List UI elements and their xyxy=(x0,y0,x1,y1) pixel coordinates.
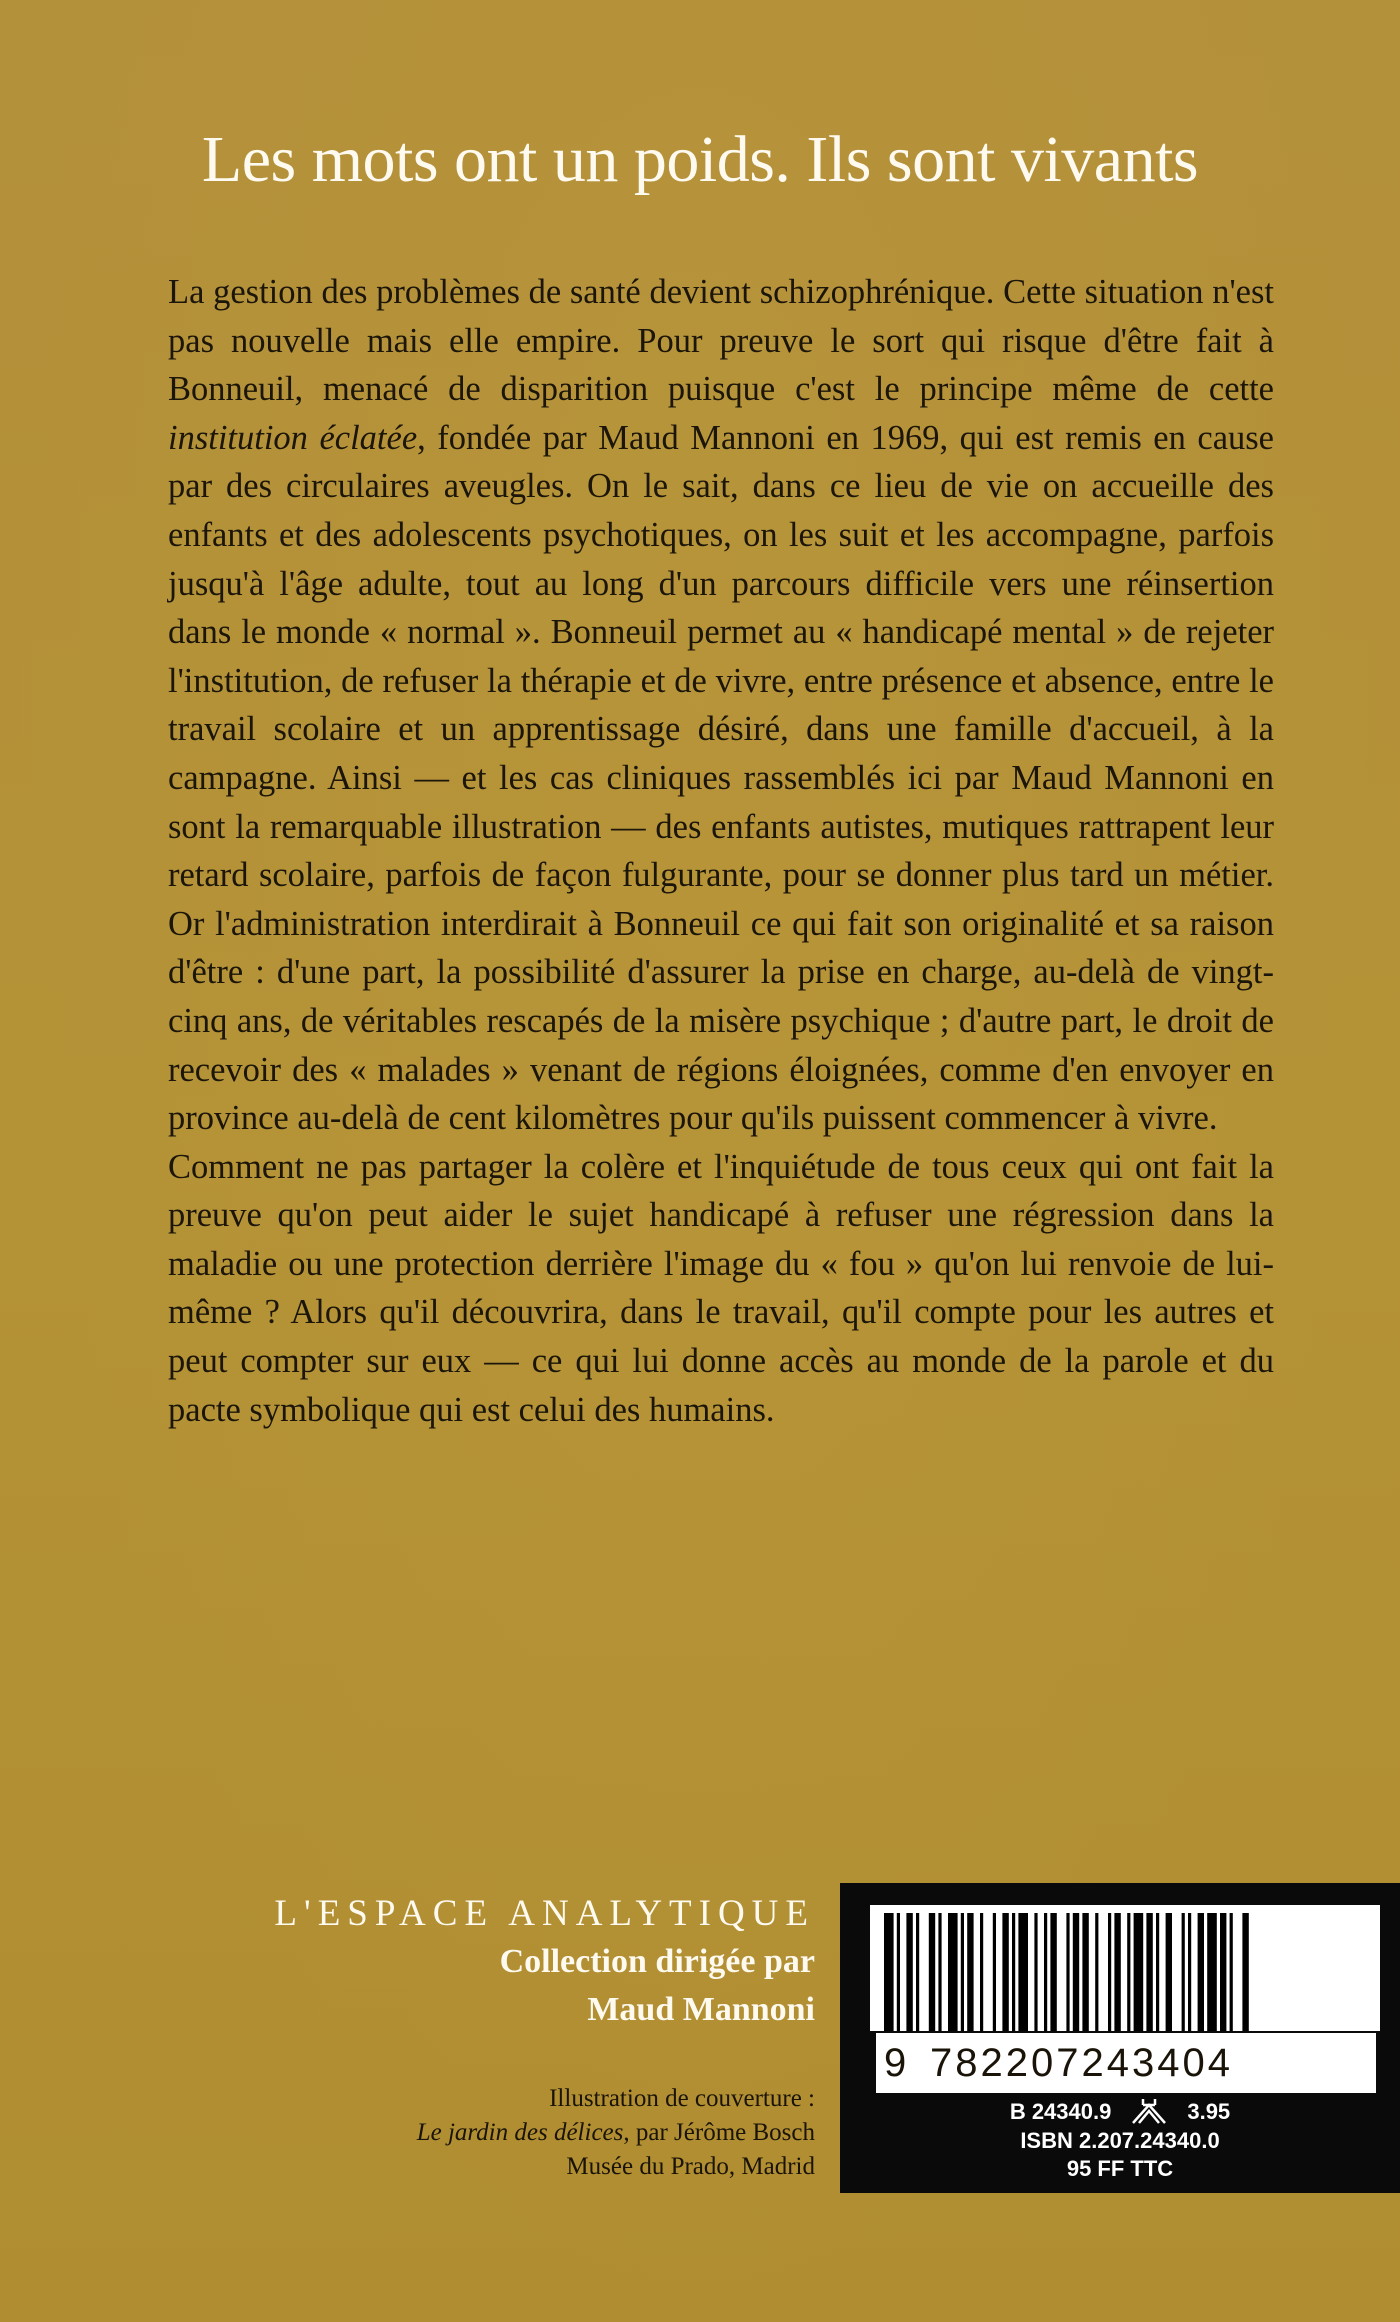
publisher-logo-icon xyxy=(1129,2097,1169,2127)
blurb xyxy=(168,268,1274,1434)
barcode xyxy=(870,1905,1380,2031)
blurb-paragraph-1 xyxy=(168,268,1274,1143)
isbn: ISBN 2.207.24340.0 xyxy=(1020,2128,1220,2153)
series-name: L'ESPACE ANALYTIQUE xyxy=(274,1893,815,1934)
collection-director-label: Collection dirigée par xyxy=(499,1943,815,1980)
credits-line-3: Musée du Prado, Madrid xyxy=(566,2153,815,2180)
barcode-info-row xyxy=(840,2097,1400,2127)
artwork-artist: , par Jérôme Bosch xyxy=(623,2119,815,2146)
cover-credits xyxy=(200,2082,815,2184)
credits-line-1: Illustration de couverture : xyxy=(549,2085,815,2112)
credits-line-2 xyxy=(200,2116,815,2150)
barcode-number: 782207243404 xyxy=(930,2041,1233,2085)
price: 95 FF TTC xyxy=(1066,2156,1174,2181)
product-code: B 24340.9 xyxy=(1009,2099,1112,2124)
barcode-digits xyxy=(876,2033,1376,2093)
price-code: 3.95 xyxy=(1187,2099,1231,2124)
blurb-p1-end: , fondée par Maud Mannoni en 1969, qui est remis en cause par des circulaires aveugles. On le sait, dans ce lieu de vie on accueille des enfants et des adolescents psychotiques, on les suit et les accompagne, parfois jusqu'à l'âge adulte, tout au long d'un parcours difficile vers une réinsertion dans le monde « normal ». Bonneuil permet au « handicapé mental » de rejeter l'institution, de refuser la thérapie et de vivre, entre présence et absence, entre le travail scolaire et un apprentissage désiré, dans une famille d'accueil, à la campagne. Ainsi — et les cas cliniques rassemblés ici par Maud Mannoni en sont la remarquable illustration — des enfants autistes, mutiques rattrapent leur retard scolaire, parfois de façon fulgurante, pour se donner plus tard un métier. Or l'administration interdirait à Bonneuil ce qui fait son originalité et sa raison d'être : d'une part, la possibilité d'assurer la prise en charge, au-delà de vingt-cinq ans, de véritables rescapés de la misère psychique ; d'autre part, le droit de recevoir des « malades » venant de régions éloignées, comme d'en envoyer en province au-delà de cent kilomètres pour qu'ils puissent commencer à vivre. xyxy=(168,418,1274,1138)
blurb-emphasis: institution éclatée xyxy=(168,418,418,457)
barcode-bars xyxy=(870,1905,1380,2031)
barcode-panel xyxy=(840,1883,1400,2193)
headline: Les mots ont un poids. Ils sont vivants xyxy=(201,123,1199,196)
collection-director-name: Maud Mannoni xyxy=(587,1991,815,2028)
barcode-lead-digit: 9 xyxy=(884,2041,910,2085)
artwork-title: Le jardin des délices xyxy=(416,2119,624,2146)
blurb-p1-start: La gestion des problèmes de santé devient schizophrénique. Cette situation n'est pas nouvelle mais elle empire. Pour preuve le sort qui risque d'être fait à Bonneuil, menacé de disparition puisque c'est le principe même de cette xyxy=(168,273,1274,409)
blurb-paragraph-2: Comment ne pas partager la colère et l'inquiétude de tous ceux qui ont fait la preuve qu'on peut aider le sujet handicapé à refuser une régression dans la maladie ou une protection derrière l'image du « fou » qu'on lui renvoie de lui-même ? Alors qu'il découvrira, dans le travail, qu'il compte pour les autres et peut compter sur eux — ce qui lui donne accès au monde de la parole et du pacte symbolique qui est celui des humains. xyxy=(168,1147,1274,1429)
barcode-info xyxy=(840,2097,1400,2183)
collection-block xyxy=(100,1890,815,2034)
